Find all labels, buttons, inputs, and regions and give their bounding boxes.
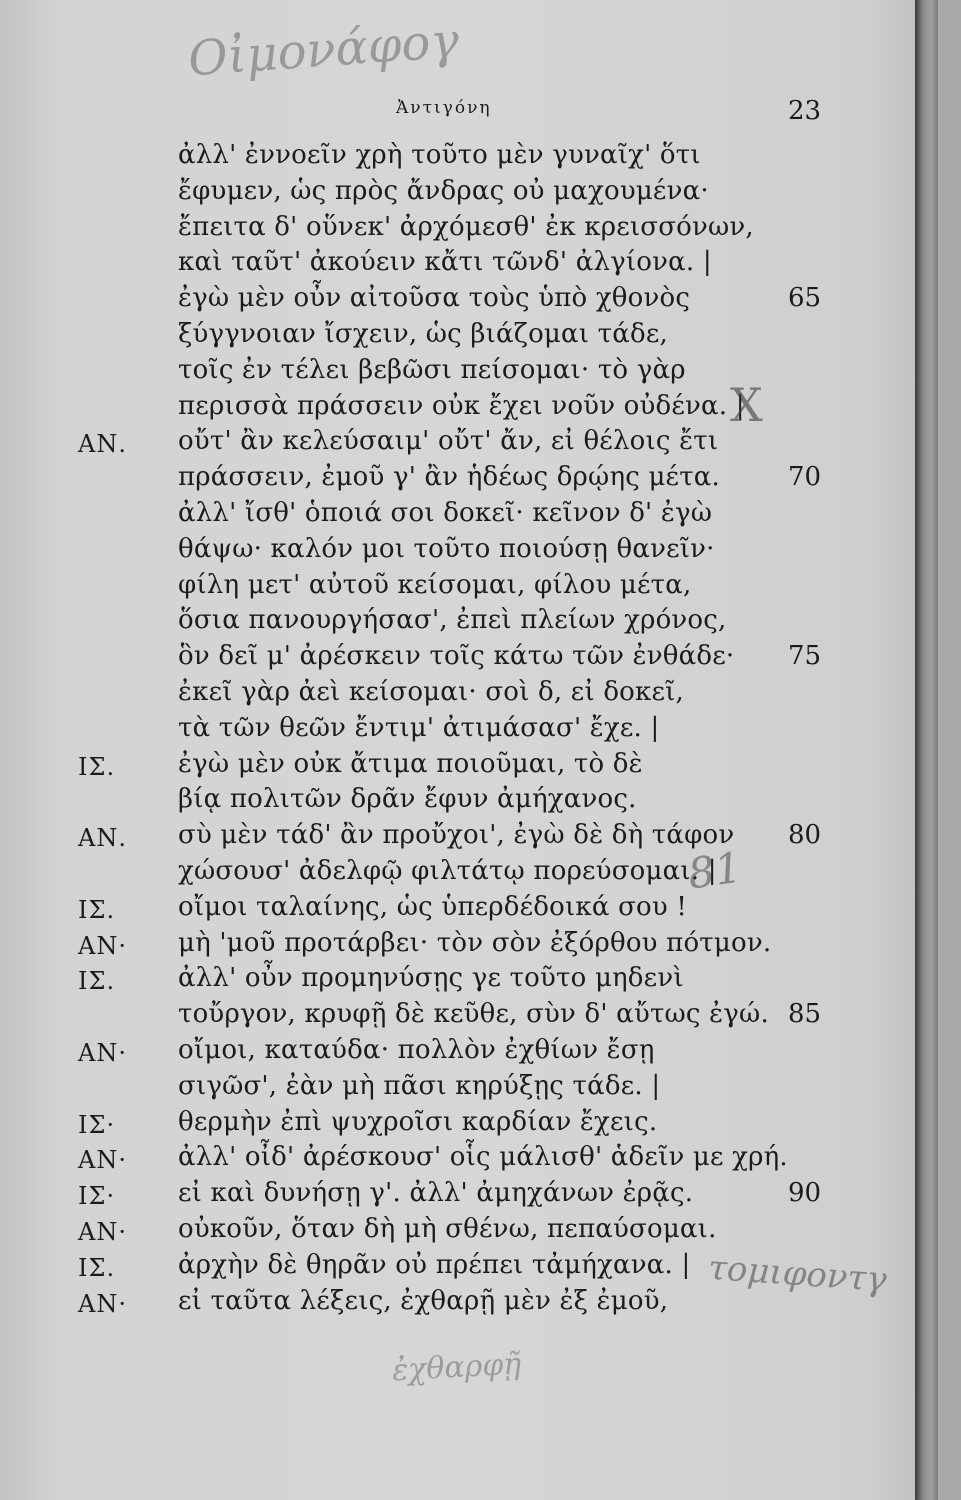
handwritten-note-bottom: ἐχθαρφῇ — [391, 1346, 523, 1389]
verse-text: ἀλλ' ἐννοεῖν χρὴ τοῦτο μὲν γυναῖχ' ὅτι — [178, 140, 701, 170]
verse-text: βίᾳ πολιτῶν δρᾶν ἔφυν ἀμήχανος. — [178, 784, 637, 815]
line-number: 90 — [788, 1178, 822, 1209]
verse-line — [0, 426, 938, 464]
verse-line — [0, 713, 938, 751]
speaker-label: ΑΝ· — [78, 1218, 127, 1246]
verse-line — [0, 641, 938, 679]
speaker-label: ΑΝ· — [78, 1039, 127, 1067]
verse-text: τὰ τῶν θεῶν ἔντιμ' ἀτιμάσασ' ἔχε. | — [178, 712, 660, 743]
margin-mark-81: 81 — [684, 842, 745, 899]
speaker-label: ΙΣ. — [78, 1253, 116, 1282]
verse-line — [0, 355, 938, 393]
verse-text: ἀλλ' οἶδ' ἀρέσκουσ' οἷς μάλισθ' ἁδεῖν με χρή. — [178, 1142, 788, 1173]
speaker-label: ΑΝ· — [78, 931, 127, 960]
verse-line — [0, 892, 938, 930]
verse-text: σιγῶσ', ἐὰν μὴ πᾶσι κηρύξῃς τάδε. | — [178, 1070, 661, 1101]
line-number: 70 — [788, 462, 822, 493]
verse-line — [0, 1107, 938, 1145]
handwritten-note-top: Οἰμονάφογ — [186, 12, 461, 88]
verse-line — [0, 1178, 938, 1216]
verse-text: ἔφυμεν, ὡς πρὸς ἄνδρας οὐ μαχουμένα· — [178, 175, 709, 206]
verse-text: ἀλλ' οὖν προμηνύσῃς γε τοῦτο μηδενὶ — [178, 963, 684, 994]
line-number: 85 — [788, 999, 822, 1030]
verse-text: ἐκεῖ γὰρ ἀεὶ κείσομαι· σοὶ δ, εἰ δοκεῖ, — [178, 677, 685, 707]
speaker-label: ΙΣ· — [78, 1110, 116, 1139]
speaker-label: ΙΣ. — [78, 895, 116, 924]
verse-line — [0, 247, 938, 285]
verse-line — [0, 391, 938, 429]
verse-text: φίλη μετ' αὐτοῦ κείσομαι, φίλου μέτα, — [178, 569, 692, 600]
verse-line — [0, 1214, 938, 1252]
verse-line — [0, 856, 938, 894]
verse-text: οὐκοῦν, ὅταν δὴ μὴ σθένω, πεπαύσομαι. — [178, 1214, 717, 1244]
line-number: 65 — [788, 283, 822, 314]
verse-line — [0, 784, 938, 822]
verse-line — [0, 283, 938, 321]
verse-text: οὔτ' ἂν κελεύσαιμ' οὔτ' ἄν, εἰ θέλοις ἔτι — [178, 426, 719, 457]
page-number: 23 — [788, 96, 822, 126]
verse-text: πράσσειν, ἐμοῦ γ' ἂν ἡδέως δρῴης μέτα. — [178, 462, 721, 493]
verse-line — [0, 928, 938, 966]
speaker-label: ΑΝ· — [78, 1289, 127, 1318]
verse-text: θάψω· καλόν μοι τοῦτο ποιούσῃ θανεῖν· — [178, 533, 715, 564]
margin-mark-x: X — [730, 378, 763, 432]
verse-line — [0, 534, 938, 572]
verse-text: μὴ 'μοῦ προτάρβει· τὸν σὸν ἐξόρθου πότμον. — [178, 927, 772, 958]
verse-text: εἰ ταῦτα λέξεις, ἐχθαρῇ μὲν ἐξ ἐμοῦ, — [178, 1285, 669, 1316]
verse-text: εἰ καὶ δυνήσῃ γ'. ἀλλ' ἀμηχάνων ἐρᾷς. — [178, 1178, 694, 1209]
speaker-label: ΑΝ· — [78, 1146, 127, 1175]
verse-text: θερμὴν ἐπὶ ψυχροῖσι καρδίαν ἔχεις. — [178, 1106, 658, 1137]
verse-text: καὶ ταῦτ' ἀκούειν κἄτι τῶνδ' ἀλγίονα. | — [178, 247, 712, 278]
verse-text: χώσουσ' ἀδελφῷ φιλτάτῳ πορεύσομαι. | — [178, 856, 717, 886]
verse-line — [0, 963, 938, 1001]
verse-text: σὺ μὲν τάδ' ἂν προὔχοι', ἐγὼ δὲ δὴ τάφον — [178, 820, 735, 851]
verse-line — [0, 820, 938, 858]
handwritten-note-right: τομιφοντγ — [706, 1247, 888, 1301]
verse-text: ξύγγνοιαν ἴσχειν, ὡς βιάζομαι τάδε, — [178, 319, 668, 349]
verse-line — [0, 999, 938, 1037]
verse-text: ἐγὼ μὲν οὐκ ἄτιμα ποιοῦμαι, τὸ δὲ — [178, 748, 643, 779]
verse-line — [0, 498, 938, 536]
speaker-label: ΑΝ. — [78, 430, 127, 459]
verse-line — [0, 319, 938, 357]
verse-text: ὅσια πανουργήσασ', ἐπεὶ πλείων χρόνος, — [178, 605, 727, 636]
page-edge — [915, 0, 938, 1500]
verse-line — [0, 1142, 938, 1180]
line-number: 75 — [788, 641, 822, 672]
verse-text: ὃν δεῖ μ' ἀρέσκειν τοῖς κάτω τῶν ἐνθάδε· — [178, 641, 735, 672]
running-title: Ἀντιγόνη — [396, 98, 492, 118]
speaker-label: ΙΣ· — [78, 1182, 116, 1211]
speaker-label: ΙΣ. — [78, 967, 116, 996]
verse-text: ἀρχὴν δὲ θηρᾶν οὐ πρέπει τἀμήχανα. | — [178, 1249, 691, 1280]
verse-text: περισσὰ πράσσειν οὐκ ἔχει νοῦν οὐδένα. | — [178, 390, 745, 421]
verse-line — [0, 140, 938, 178]
verse-line — [0, 605, 938, 643]
verse-line — [0, 749, 938, 787]
verse-text: ἔπειτα δ' οὕνεκ' ἀρχόμεσθ' ἐκ κρεισσόνων, — [178, 211, 754, 242]
verse-text: οἴμοι ταλαίνης, ὡς ὑπερδέδοικά σου ! — [178, 891, 687, 922]
verse-line — [0, 1071, 938, 1109]
verse-text: οἴμοι, καταύδα· πολλὸν ἐχθίων ἔσῃ — [178, 1035, 655, 1065]
verse-text: τοῖς ἐν τέλει βεβῶσι πείσομαι· τὸ γὰρ — [178, 354, 686, 385]
verse-line — [0, 1035, 938, 1073]
verse-line — [0, 570, 938, 608]
verse-line — [0, 677, 938, 715]
verse-text: τοὔργον, κρυφῇ δὲ κεῦθε, σὺν δ' αὔτως ἐγώ. — [178, 999, 769, 1030]
verse-line — [0, 176, 938, 214]
verse-line — [0, 212, 938, 250]
verse-text: ἀλλ' ἴσθ' ὁποιά σοι δοκεῖ· κεῖνον δ' ἐγὼ — [178, 498, 713, 528]
speaker-label: ΙΣ. — [78, 752, 116, 781]
line-number: 80 — [788, 820, 822, 851]
speaker-label: ΑΝ. — [78, 824, 127, 853]
verse-text: ἐγὼ μὲν οὖν αἰτοῦσα τοὺς ὑπὸ χθονὸς — [178, 283, 691, 314]
verse-line — [0, 462, 938, 500]
